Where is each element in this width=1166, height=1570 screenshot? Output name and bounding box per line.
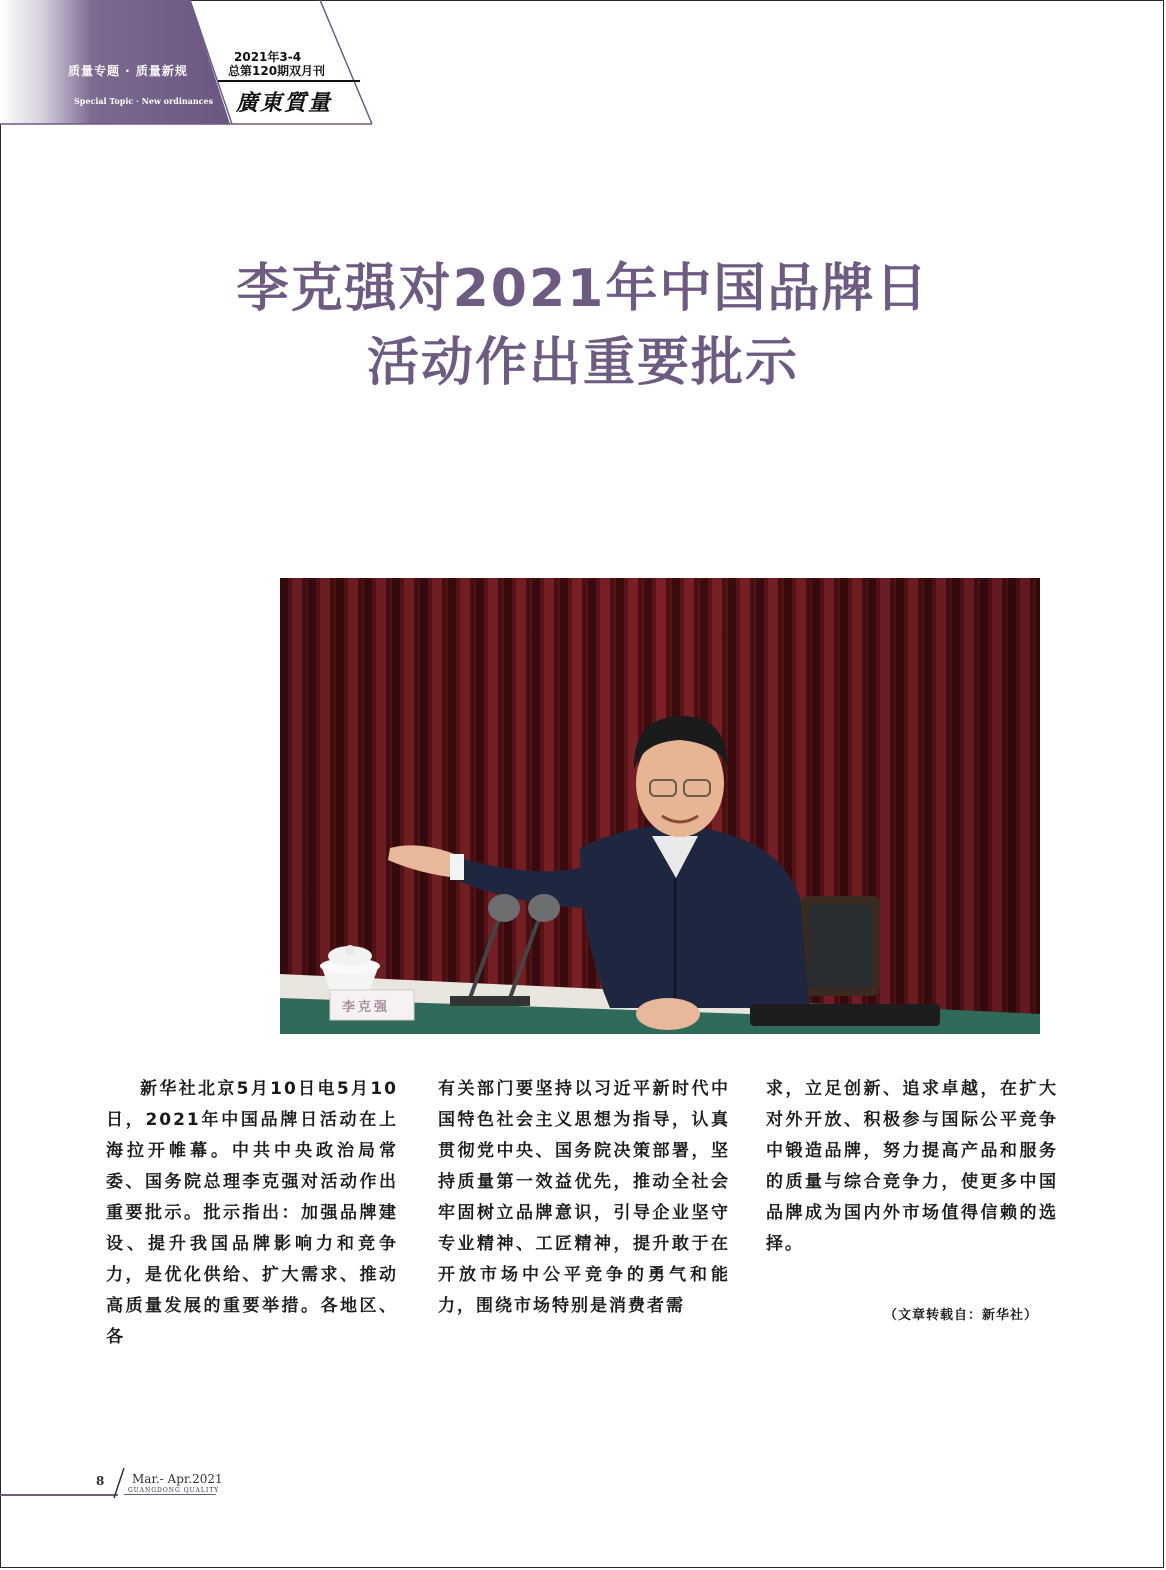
header-magazine-logo: 廣東質量 <box>236 90 333 116</box>
header-rule <box>218 80 360 82</box>
photo-illustration <box>280 578 1040 1034</box>
article-photo <box>280 578 1040 1034</box>
header-date: 2021年3-4 <box>234 50 302 64</box>
article-title <box>0 252 1166 400</box>
article-source: （文章转载自：新华社） <box>884 1308 1039 1323</box>
footer-slash <box>112 1468 126 1498</box>
header-topic-en: Special Topic · New ordinances <box>74 96 214 106</box>
footer-rule-right <box>124 1494 216 1495</box>
footer-magazine-name: GUANGDONG QUALITY <box>128 1487 220 1494</box>
footer-date: Mar.- Apr.2021 <box>132 1472 223 1486</box>
footer-rule <box>0 1494 118 1496</box>
header-issue: 总第120期双月刊 <box>228 64 326 78</box>
body-column-2: 有关部门要坚持以习近平新时代中国特色社会主义思想为指导，认真贯彻党中央、国务院决策部署，坚持质量第一效益优先，推动全社会牢固树立品牌意识，引导企业坚守专业精神、工匠精神，提升敢于在开放市场中公平竞争的勇气和能力，围绕市场特别是消费者需 <box>438 1079 730 1316</box>
title-line-1: 李克强对2021年中国品牌日 <box>236 259 930 319</box>
page-number: 8 <box>96 1474 105 1488</box>
body-column-1: 新华社北京5月10日电5月10日，2021年中国品牌日活动在上海拉开帷幕。中共中央政治局常委、国务院总理李克强对活动作出重要批示。批示指出：加强品牌建设、提升我国品牌影响力和竞争力，是优化供给、扩大需求、推动高质量发展的重要举措。各地区、各 <box>106 1079 398 1347</box>
photo-nameplate-text: 李克强 <box>342 1000 391 1015</box>
body-column-3: 求，立足创新、追求卓越，在扩大对外开放、积极参与国际公平竞争中锻造品牌，努力提高产品和服务的质量与综合竞争力，使更多中国品牌成为国内外市场值得信赖的选择。 <box>766 1079 1058 1254</box>
title-line-2: 活动作出重要批示 <box>366 333 799 393</box>
header-topic-cn: 质量专题 · 质量新规 <box>68 64 188 78</box>
